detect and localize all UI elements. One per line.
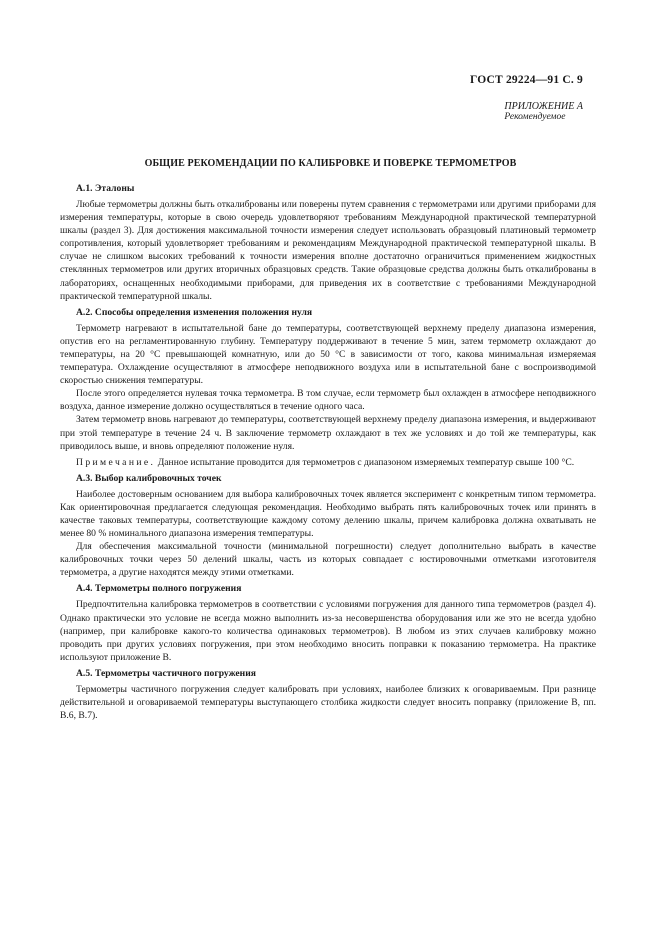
paragraph: Любые термометры должны быть откалиброваны или поверены путем сравнения с термометрами или другими приборами для измерения температуры, которые в свою очередь удовлетворяют требованиям Международной практической температурной шкалы (раздел 3). Для достижения максимальной точности измерения следует использовать образцовый платиновый термометр сопротивления, который удовлетворяет требованиям и рекомендациям Международной практической температурной шкалы. В случае не слишком высоких требований к точности измерения вполне достаточно ограничиться применением жидкостных стеклянных термометров или других вторичных образцовых средств. Такие образцовые средства должны быть откалиброваны в лабораториях, оснащенных необходимыми приборами, для приведения их в соответствие с требованиями Международной практической температурной шкалы.: [60, 199, 596, 302]
appendix-label: ПРИЛОЖЕНИЕ А: [504, 101, 583, 112]
paragraph: Термометр нагревают в испытательной бане до температуры, соответствующей верхнему пределу диапазона измерения, опустив его на регламентированную глубину. Температуру поддерживают в течение 5 мин, затем термометр охлаждают до температуры, на 20 °С превышающей комнатную, или до 50 °С в зависимости от того, какова минимальная измеряемая температура. Охлаждение осуществляют в атмосфере неподвижного воздуха или в испытательной бане с воспроизводимой скоростью снижения температуры.: [60, 322, 596, 387]
appendix-type: Рекомендуемое: [504, 112, 566, 122]
standard-header: ГОСТ 29224—91 С. 9: [470, 74, 583, 86]
section-heading-a1: А.1. Эталоны: [76, 183, 135, 194]
appendix-label-block: [504, 101, 583, 123]
note-paragraph: [60, 456, 596, 469]
paragraph: Наиболее достоверным основанием для выбора калибровочных точек является эксперимент с конкретным типом термометра. Как ориентировочная предлагается следующая рекомендация. Необходимо выбрать пять калибровочных точек или принять в качестве таковых температуры, соответствующие каждому сотому делению шкалы, причем калибровка должна охватывать не менее 80 % номинального диапазона измерения температуры.: [60, 488, 596, 540]
paragraph: Предпочтительна калибровка термометров в соответствии с условиями погружения для данного типа термометров (раздел 4). Однако практически это условие не всегда можно выполнить из-за несовершенства оборудования или же это не всегда удобно (например, при калибровке какого-то количества одинаковых термометров). В любом из этих случаев калибровку можно проводить при других условиях погружения, при этом необходимо вносить поправки к показанию термометра. На практике используют приложение В.: [60, 599, 596, 663]
note-text: Данное испытание проводится для термометров с диапазоном измеряемых температур свыше 100 °С.: [155, 456, 575, 468]
section-heading-a2: А.2. Способы определения изменения положения нуля: [76, 306, 313, 318]
paragraph: Для обеспечения максимальной точности (минимальной погрешности) следует дополнительно выбрать в качестве калибровочных точки через 50 делений шкалы, часть из которых совпадает с юстировочными отметками изготовителя термометра, а другие находятся между этими отметками.: [60, 541, 596, 579]
document-body: [60, 182, 596, 722]
note-label: Примечание.: [76, 456, 156, 468]
paragraph: Затем термометр вновь нагревают до температуры, соответствующей верхнему пределу диапазона измерения, и выдерживают при этой температуре в течение 24 ч. В заключение термометр охлаждают в тех же условиях и до той же температуры, как приводилось выше, и вновь определяют положение нуля.: [60, 414, 596, 452]
section-heading-a4: А.4. Термометры полного погружения: [76, 583, 242, 595]
document-title: ОБЩИЕ РЕКОМЕНДАЦИИ ПО КАЛИБРОВКЕ И ПОВЕРКЕ ТЕРМОМЕТРОВ: [144, 158, 517, 169]
paragraph: После этого определяется нулевая точка термометра. В том случае, если термометр был охлажден в атмосфере неподвижного воздуха, данное измерение должно осуществляться в течение одного часа.: [60, 388, 596, 413]
section-heading-a5: А.5. Термометры частичного погружения: [76, 667, 256, 679]
section-heading-a3: А.3. Выбор калибровочных точек: [76, 472, 222, 484]
paragraph: Термометры частичного погружения следует калибровать при условиях, наиболее близких к оговариваемым. При разнице действительной и оговариваемой температуры выступающего столбика жидкости следует вносить поправку (приложение В, пп. В.6, В.7).: [60, 683, 596, 722]
